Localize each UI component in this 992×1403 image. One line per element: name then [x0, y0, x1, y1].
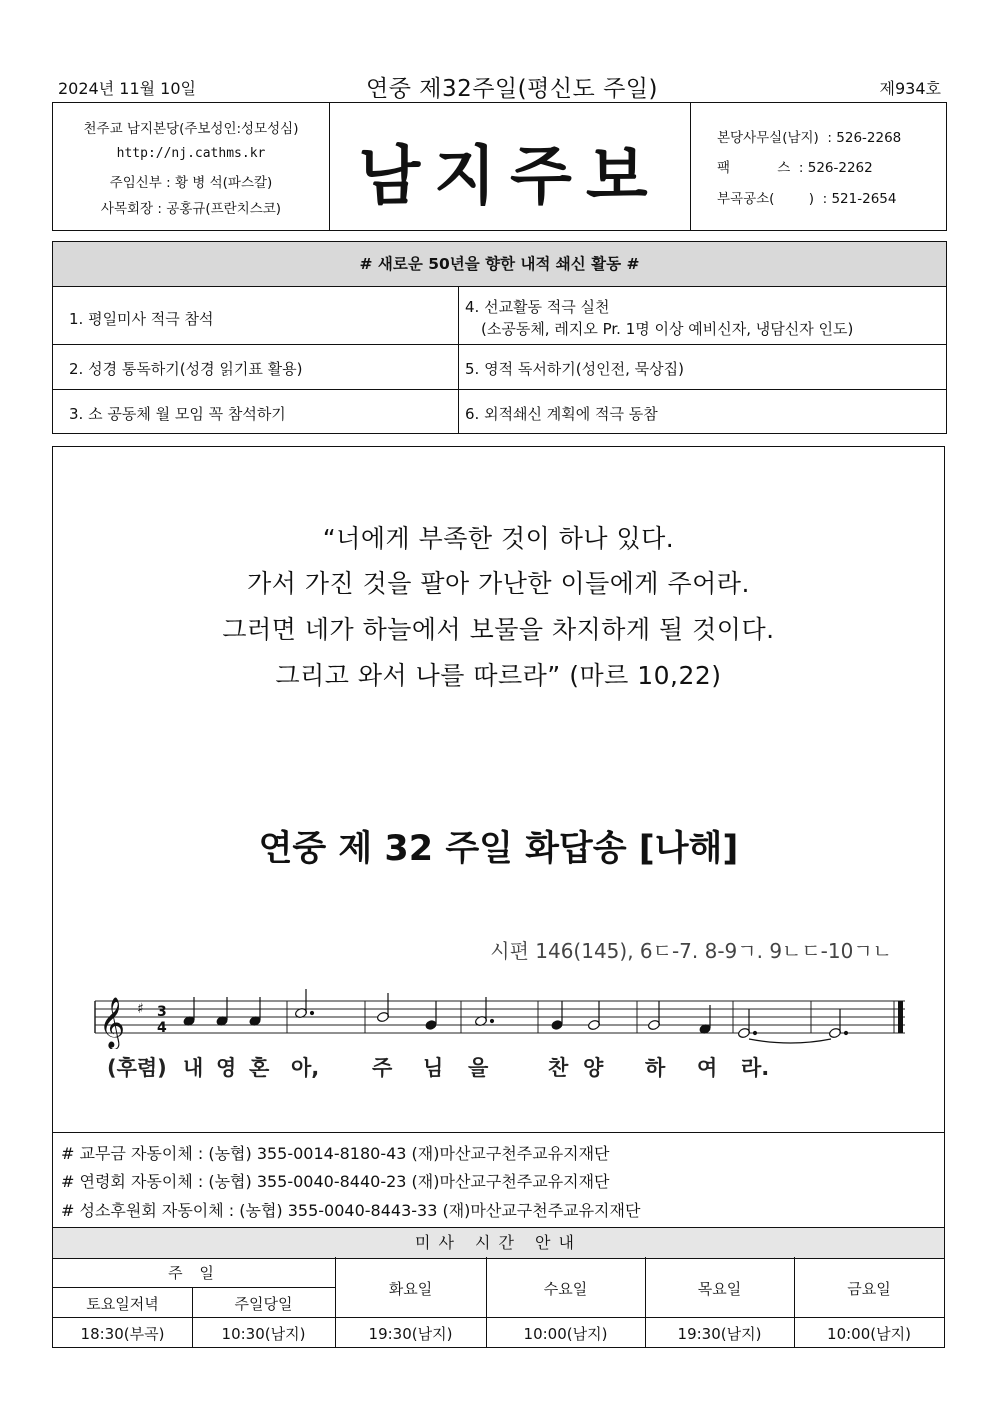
- mass-wed-label: 수요일: [543, 1280, 588, 1298]
- bank-transfer-line: # 성소후원회 자동이체 : (농협) 355-0040-8443-33 (재)마산교구천주교유지재단: [61, 1201, 641, 1220]
- sharp-icon: ♯: [137, 1001, 144, 1017]
- mass-sunday-label: 주 일: [168, 1264, 220, 1282]
- mass-time: 19:30(남지): [368, 1325, 453, 1343]
- masthead-box: [330, 103, 691, 230]
- verse-line: 가서 가진 것을 팔아 가난한 이들에게 주어라.: [247, 569, 750, 598]
- activity-item-detail: (소공동체, 레지오 Pr. 1명 이상 예비신자, 냉담신자 인도): [481, 320, 854, 338]
- lyric-syllable: 찬: [548, 1056, 569, 1080]
- divider: [53, 1287, 335, 1288]
- lyric-syllable: 영: [216, 1056, 237, 1080]
- psalm-title: 연중 제 32 주일 화답송 [나해]: [258, 829, 739, 869]
- mass-time: 18:30(부곡): [80, 1325, 165, 1343]
- bank-transfer-line: # 연령회 자동이체 : (농협) 355-0040-8440-23 (재)마산교구천주교유지재단: [61, 1172, 610, 1191]
- lyric-syllable: 내: [183, 1056, 204, 1080]
- issue-number: 제934호: [879, 79, 941, 98]
- verse-line: 그리고 와서 나를 따르라” (마르 10,22): [275, 661, 722, 690]
- activity-item: 5. 영적 독서하기(성인전, 묵상집): [465, 360, 684, 378]
- activity-item: 1. 평일미사 적극 참석: [69, 310, 214, 328]
- lyric-syllable: 아,: [291, 1056, 320, 1080]
- mass-time: 10:00(남지): [827, 1325, 911, 1343]
- lyric-syllable: 하: [645, 1056, 666, 1080]
- mass-time: 10:00(남지): [523, 1325, 608, 1343]
- council-president: 사목회장 : 공홍규(프란치스코): [100, 201, 282, 217]
- activity-item: 2. 성경 통독하기(성경 읽기표 활용): [69, 360, 303, 378]
- top-line: [52, 72, 947, 103]
- lyric-syllable: 님: [423, 1056, 444, 1080]
- music-staff: [91, 987, 911, 1049]
- mass-time: 10:30(남지): [221, 1325, 306, 1343]
- lyric-syllable: 을: [468, 1056, 489, 1080]
- treble-clef-icon: 𝄞: [99, 997, 126, 1048]
- contact-info: [693, 103, 946, 230]
- lyric-syllable: (후렴): [107, 1056, 167, 1080]
- bank-transfer-line: # 교무금 자동이체 : (농협) 355-0014-8180-43 (재)마산교구천주교유지재단: [61, 1144, 610, 1163]
- lyric-syllable: 여: [697, 1056, 718, 1080]
- verse-line: “너에게 부족한 것이 하나 있다.: [322, 524, 675, 553]
- activities-heading: # 새로운 50년을 향한 내적 쇄신 활동 #: [53, 242, 946, 287]
- verse-line: 그러면 네가 하늘에서 보물을 차지하게 될 것이다.: [222, 615, 775, 644]
- issue-date: 2024년 11월 10일: [58, 79, 196, 98]
- activity-item: 6. 외적쇄신 계획에 적극 동참: [465, 405, 658, 423]
- mass-time: 19:30(남지): [677, 1325, 762, 1343]
- contact-row: 본당사무실(남지) : 526-2268: [717, 130, 902, 146]
- mass-tue-label: 화요일: [388, 1280, 433, 1298]
- divider: [53, 344, 946, 345]
- masthead-title: 남지주보: [358, 139, 662, 214]
- lyric-syllable: 주: [372, 1056, 393, 1080]
- divider: [53, 389, 946, 390]
- mass-thu-label: 목요일: [697, 1280, 742, 1298]
- divider: [458, 286, 459, 433]
- svg-text:3: 3: [157, 1004, 167, 1020]
- mass-sat-evening-label: 토요일저녁: [86, 1295, 159, 1313]
- parish-name: 천주교 남지본당(주보성인:성모성심): [83, 121, 299, 137]
- mass-schedule-heading: 미사 시간 안내: [53, 1227, 944, 1259]
- lyric-syllable: 라.: [741, 1056, 770, 1080]
- divider: [53, 1317, 944, 1318]
- contact-row: 부곡공소( ) : 521-2654: [717, 191, 897, 207]
- renewal-activities-table: [52, 241, 947, 434]
- activity-item: 3. 소 공동체 월 모임 꼭 참석하기: [69, 405, 286, 423]
- lyric-syllable: 혼: [249, 1056, 270, 1080]
- activity-item: 4. 선교활동 적극 실천: [465, 298, 610, 316]
- mass-fri-label: 금요일: [847, 1280, 891, 1298]
- masthead-header: [52, 102, 947, 231]
- lyric-syllable: 양: [583, 1056, 604, 1080]
- pastor-name: 주임신부 : 황 병 석(파스칼): [109, 175, 273, 191]
- contact-row: 팩 스 : 526-2262: [717, 160, 873, 176]
- parish-info: [53, 103, 330, 230]
- mass-sunday-day-label: 주일당일: [234, 1295, 293, 1313]
- psalm-reference: 시편 146(145), 6ㄷ-7. 8-9ㄱ. 9ㄴㄷ-10ㄱㄴ: [490, 939, 892, 963]
- divider: [53, 1132, 944, 1133]
- main-content-box: [52, 446, 945, 1348]
- parish-url[interactable]: http://nj.cathms.kr: [116, 146, 266, 161]
- svg-text:4: 4: [157, 1020, 167, 1036]
- issue-title: 연중 제32주일(평신도 주일): [365, 76, 658, 102]
